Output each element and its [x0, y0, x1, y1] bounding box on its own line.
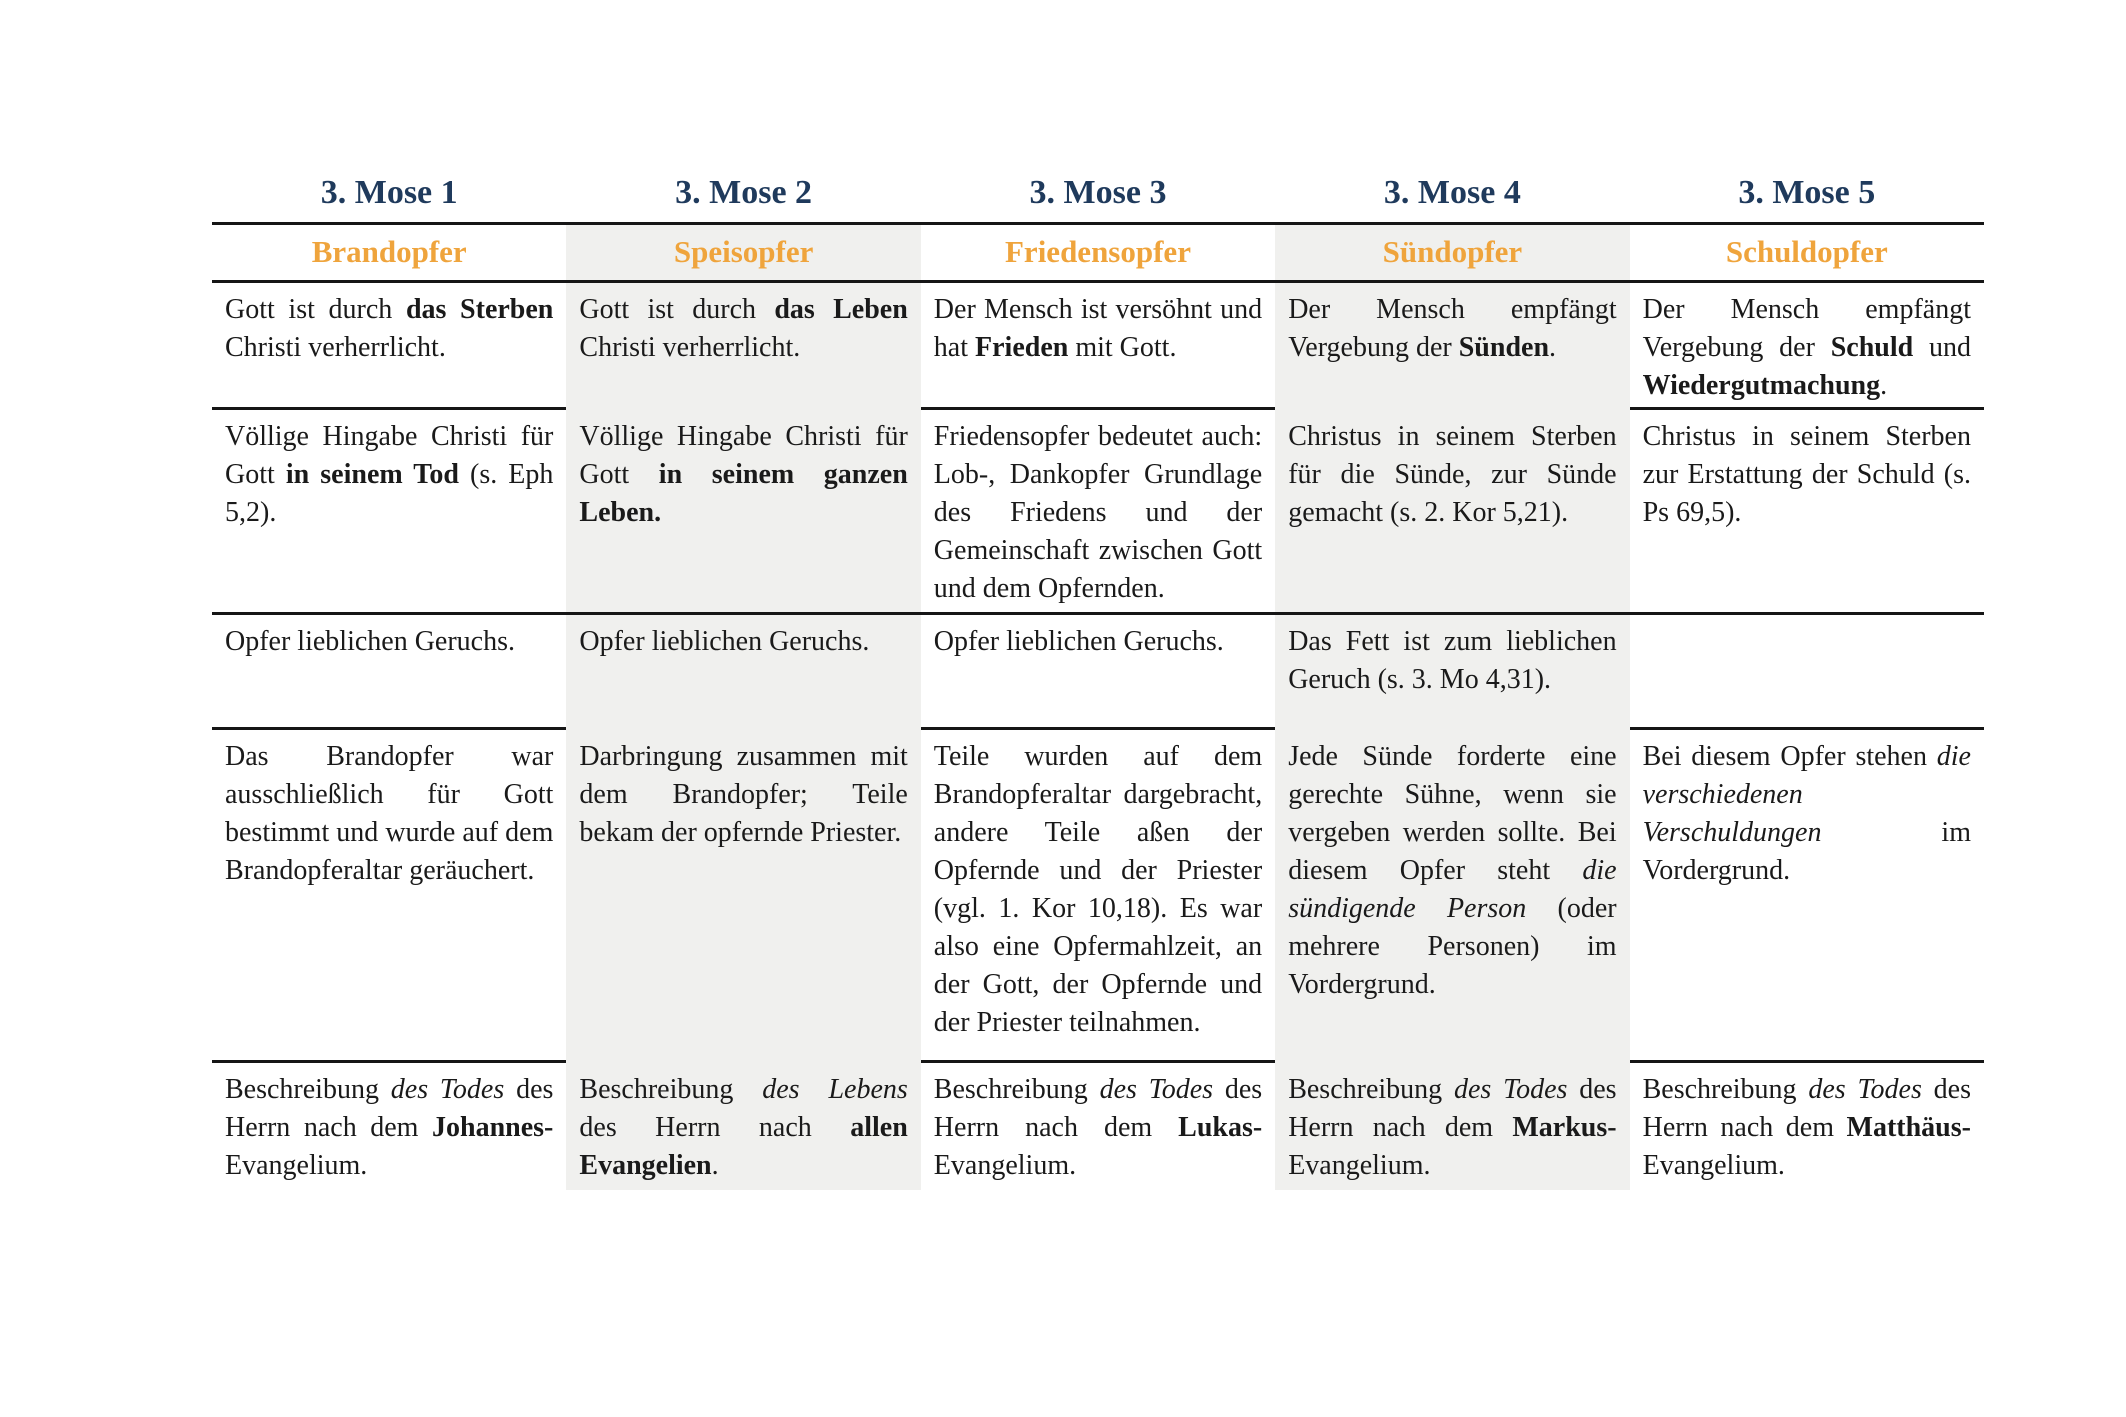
text: Der Mensch empfängt Vergebung der — [1642, 294, 1971, 363]
table-cell — [566, 727, 920, 1060]
text: Evangelium. — [225, 1150, 368, 1181]
text: Darbringung zusammen mit dem Brandopfer; Teile bekam der opfernde Priester. — [579, 741, 908, 848]
italic-text: die verschiedenen Verschuldungen — [1642, 741, 1971, 848]
bold-text: Sünden — [1458, 332, 1550, 363]
table-cell — [1630, 1060, 1984, 1190]
text: des Herrn nach dem — [933, 1074, 1263, 1143]
text: Der Mensch ist versöhnt und hat — [933, 294, 1263, 363]
text: mit Gott. — [1068, 332, 1177, 363]
table-cell — [212, 612, 566, 727]
text: Völlige Hingabe Christi für Gott — [225, 421, 554, 490]
text: Beschreibung — [1642, 1074, 1809, 1105]
bold-text: Markus- — [1512, 1112, 1617, 1143]
italic-text: des Todes — [390, 1074, 505, 1105]
text: Opfer lieblichen Geruchs. — [579, 626, 870, 657]
bold-text: Lukas- — [1178, 1112, 1263, 1143]
bold-text: das Sterben — [405, 294, 554, 325]
table-cell — [921, 1060, 1275, 1190]
text: des Herrn nach — [579, 1112, 851, 1143]
table-cell — [1275, 612, 1629, 727]
text: Der Mensch empfängt Vergebung der — [1288, 294, 1617, 363]
text: Opfer lieblichen Geruchs. — [933, 626, 1224, 657]
text: Völlige Hingabe Christi für Gott — [579, 421, 908, 490]
italic-text: des Todes — [1099, 1074, 1214, 1105]
table-cell — [921, 727, 1275, 1060]
text: des Herrn nach dem — [1642, 1074, 1971, 1143]
table-cell — [1630, 612, 1984, 727]
text: Christi verherrlicht. — [579, 332, 801, 363]
text: Beschreibung — [933, 1074, 1100, 1105]
bold-text: Frieden — [975, 332, 1069, 363]
table-cell — [566, 407, 920, 612]
table-cell — [212, 1060, 566, 1190]
table-cell — [1275, 407, 1629, 612]
bold-text: Matthäus- — [1846, 1112, 1971, 1143]
chapter-header-cell: 3. Mose 4 — [1383, 174, 1521, 211]
chapter-header-cell: 3. Mose 1 — [320, 174, 458, 211]
text: (s. Eph 5,2). — [225, 459, 554, 528]
offering-header-cell: Friedensopfer — [921, 222, 1275, 280]
text: Evangelium. — [933, 1150, 1077, 1181]
text: Friedensopfer bedeutet auch: Lob-, Dankopfer Grundlage des Friedens und der Gemeinschaft zwischen Gott und dem Opfernden. — [933, 421, 1263, 604]
italic-text: des Todes — [1808, 1074, 1922, 1105]
text: und — [1913, 332, 1971, 363]
table-cell — [1275, 727, 1629, 1060]
text: (oder mehrere Personen) im Vordergrund. — [1288, 893, 1617, 1000]
table-cell — [212, 280, 566, 407]
text: Bei diesem Opfer stehen — [1642, 741, 1937, 772]
table-cell — [566, 280, 920, 407]
text: Beschreibung — [225, 1074, 391, 1105]
text: Beschreibung — [1288, 1074, 1454, 1105]
text: Das Fett ist zum lieblichen Geruch (s. 3. Mo 4,31). — [1288, 626, 1617, 695]
italic-text: des Todes — [1453, 1074, 1568, 1105]
table-cell — [1275, 1060, 1629, 1190]
text: im Vordergrund. — [1642, 817, 1971, 886]
bold-text: Wiedergutmachung — [1642, 370, 1881, 401]
bold-text: das Leben — [774, 294, 908, 325]
text: Teile wurden auf dem Brandopferaltar dargebracht, andere Teile aßen der Opfernde und der Priester (vgl. 1. Kor 10,18). Es war also eine Opfermahlzeit, an der Gott, der Opfernde und der Priester teilnahmen. — [933, 741, 1263, 1038]
chapter-header-cell: 3. Mose 3 — [1029, 174, 1167, 211]
text: Christi verherrlicht. — [225, 332, 446, 363]
text: Gott ist durch — [579, 294, 775, 325]
bold-text: allen Evangelien — [579, 1112, 908, 1181]
italic-text: des Lebens — [762, 1074, 908, 1105]
offering-header-cell: Schuldopfer — [1630, 222, 1984, 280]
text: Gott ist durch — [225, 294, 406, 325]
table-cell — [1275, 280, 1629, 407]
text: Beschreibung — [579, 1074, 763, 1105]
text: . — [1549, 332, 1557, 363]
text: Christus in seinem Sterben zur Erstattung der Schuld (s. Ps 69,5). — [1642, 421, 1971, 528]
text: Evangelium. — [1642, 1150, 1785, 1181]
offering-header-cell: Speisopfer — [566, 222, 920, 280]
table-cell — [1630, 280, 1984, 407]
text: Jede Sünde forderte eine gerechte Sühne, wenn sie vergeben werden sollte. Bei diesem Opfer steht — [1288, 741, 1617, 886]
text: Evangelium. — [1288, 1150, 1431, 1181]
table-cell — [921, 612, 1275, 727]
text: . — [711, 1150, 719, 1181]
text: Opfer lieblichen Geruchs. — [225, 626, 515, 657]
bold-text: Johannes- — [432, 1112, 554, 1143]
table-cell — [212, 407, 566, 612]
offering-header-cell: Brandopfer — [212, 222, 566, 280]
offerings-table — [212, 170, 1984, 1190]
italic-text: die sündigende Person — [1288, 855, 1617, 924]
table-cell — [921, 280, 1275, 407]
bold-text: Schuld — [1830, 332, 1914, 363]
offering-header-cell: Sündopfer — [1275, 222, 1629, 280]
table-cell — [212, 727, 566, 1060]
table-cell — [1630, 407, 1984, 612]
table-cell — [921, 407, 1275, 612]
chapter-header-cell: 3. Mose 2 — [675, 174, 813, 211]
text: des Herrn nach dem — [1288, 1074, 1617, 1143]
text: Christus in seinem Sterben für die Sünde, zur Sünde gemacht (s. 2. Kor 5,21). — [1288, 421, 1617, 528]
chapter-header-cell: 3. Mose 5 — [1738, 174, 1876, 211]
table-cell — [566, 1060, 920, 1190]
bold-text: in seinem Tod — [285, 459, 459, 490]
table-cell — [1630, 727, 1984, 1060]
table-cell — [566, 612, 920, 727]
text: des Herrn nach dem — [225, 1074, 554, 1143]
text: . — [1880, 370, 1888, 401]
text: Das Brandopfer war ausschließlich für Gott bestimmt und wurde auf dem Brandopferaltar geräuchert. — [225, 741, 554, 886]
bold-text: in seinem ganzen Leben. — [579, 459, 908, 528]
